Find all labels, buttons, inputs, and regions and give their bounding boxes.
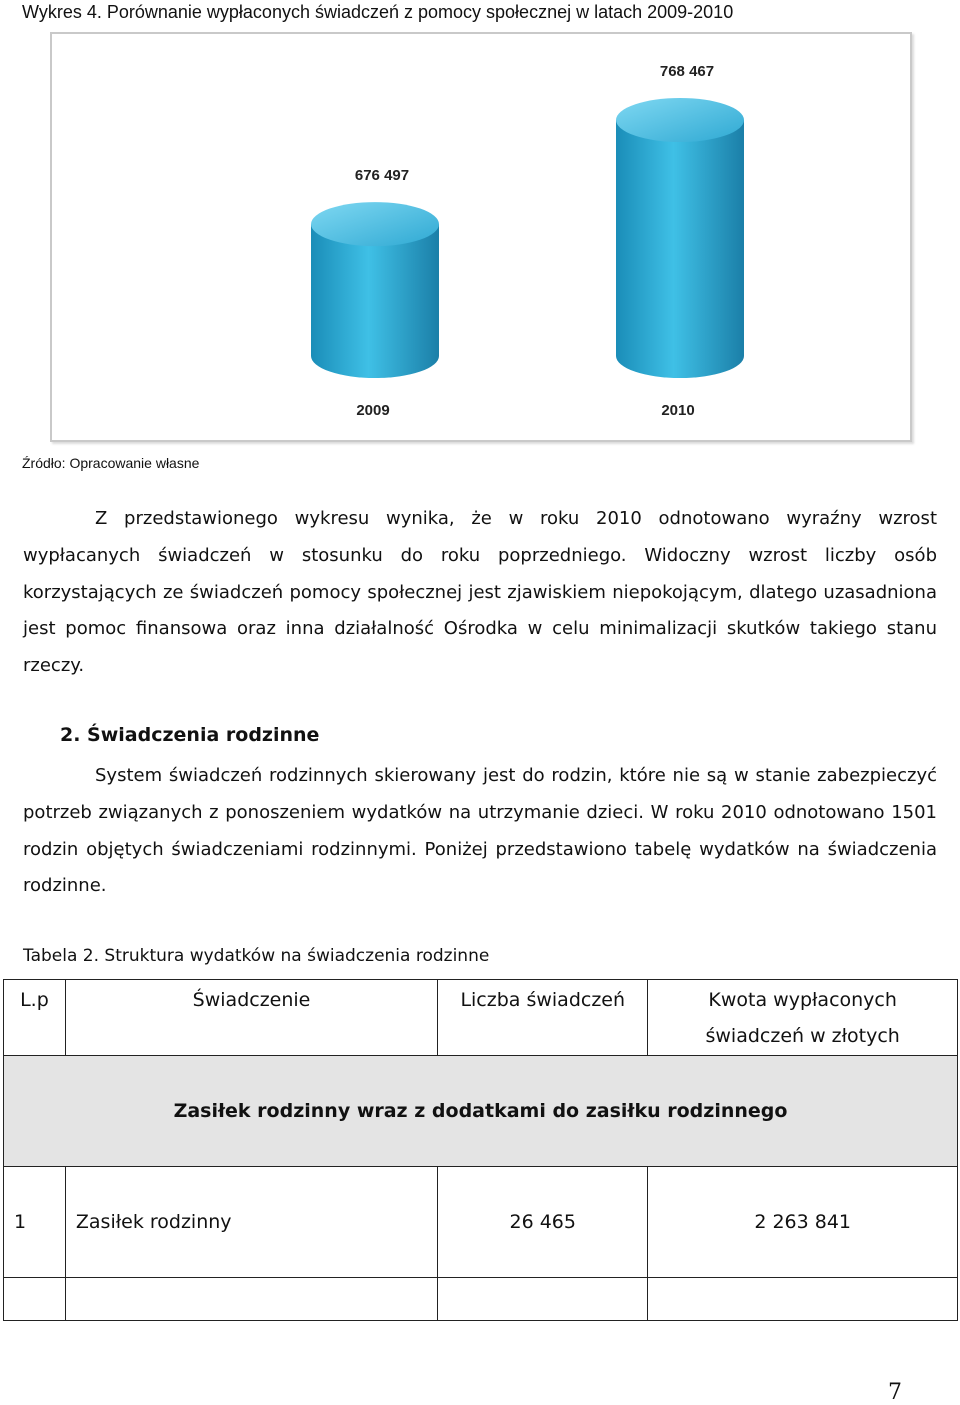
cell-lp: 1 xyxy=(4,1167,66,1278)
empty-cell xyxy=(65,1278,437,1321)
header-amount-line2: świadczeń w złotych xyxy=(705,1025,900,1047)
header-count: Liczba świadczeń xyxy=(438,980,648,1056)
header-amount xyxy=(648,980,958,1056)
table-group-row xyxy=(4,1056,958,1167)
source-note: Źródło: Opracowanie własne xyxy=(22,455,200,471)
cell-benefit: Zasiłek rodzinny xyxy=(65,1167,437,1278)
table-empty-row xyxy=(4,1278,958,1321)
cell-count: 26 465 xyxy=(438,1167,648,1278)
paragraph-chart-commentary: Z przedstawionego wykresu wynika, że w roku 2010 odnotowano wyraźny wzrost wypłacanych świadczeń w stosunku do roku poprzedniego. Widoczny wzrost liczby osób korzystających ze świadczeń pomocy społecznej jest zjawiskiem niepokojącym, dlatego uzasadniona jest pomoc finansowa oraz inna działalność Ośrodka w celu minimalizacji skutków takiego stanu rzeczy. xyxy=(23,508,937,677)
empty-cell xyxy=(4,1278,66,1321)
section-heading: 2. Świadczenia rodzinne xyxy=(60,724,320,746)
table-row xyxy=(4,1167,958,1278)
group-title: Zasiłek rodzinny wraz z dodatkami do zasiłku rodzinnego xyxy=(4,1056,958,1167)
table-header-row xyxy=(4,980,958,1056)
data-label-2010: 768 467 xyxy=(659,63,715,80)
empty-cell xyxy=(648,1278,958,1321)
header-benefit: Świadczenie xyxy=(65,980,437,1056)
family-benefits-table xyxy=(3,979,958,1321)
category-label-2010: 2010 xyxy=(661,402,695,419)
bar-top-2010 xyxy=(616,98,744,142)
paragraph-family-benefits: System świadczeń rodzinnych skierowany jest do rodzin, które nie są w stanie zabezpieczyć potrzeb związanych z ponoszeniem wydatków na utrzymanie dzieci. W roku 2010 odnotowano 1501 rodzin objętych świadczeniami rodzinnymi. Poniżej przedstawiono tabelę wydatków na świadczenia rodzinne. xyxy=(23,765,937,897)
bar-2010 xyxy=(616,120,744,378)
cell-amount: 2 263 841 xyxy=(648,1167,958,1278)
bar-top-2009 xyxy=(311,202,439,246)
category-label-2009: 2009 xyxy=(356,402,390,419)
table-caption: Tabela 2. Struktura wydatków na świadczenia rodzinne xyxy=(23,946,490,966)
empty-cell xyxy=(438,1278,648,1321)
header-lp: L.p xyxy=(4,980,66,1056)
bar-chart xyxy=(50,32,912,442)
header-amount-line1: Kwota wypłaconych xyxy=(708,989,897,1011)
bar-2009 xyxy=(311,224,439,378)
chart-caption: Wykres 4. Porównanie wypłaconych świadczeń z pomocy społecznej w latach 2009-2010 xyxy=(22,2,734,22)
data-label-2009: 676 497 xyxy=(354,167,410,185)
page-number: 7 xyxy=(888,1380,902,1405)
